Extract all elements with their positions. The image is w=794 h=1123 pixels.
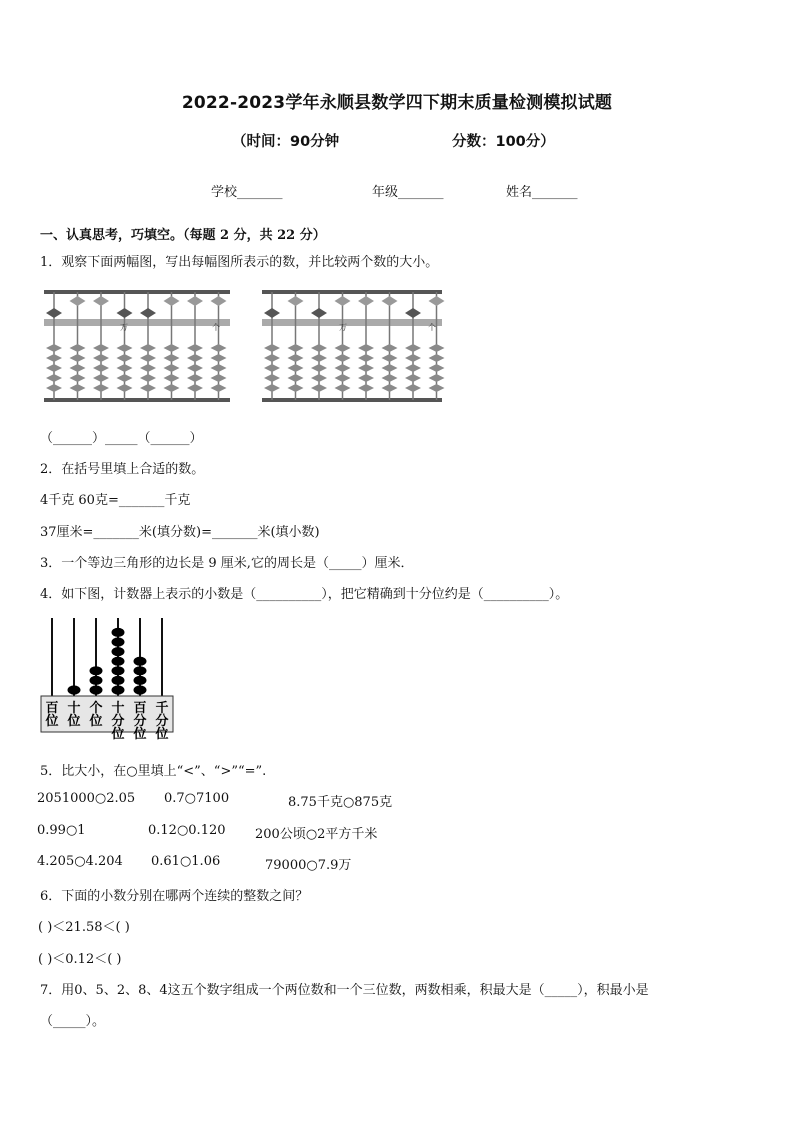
counter-bead (112, 647, 125, 656)
abacus-lower-bead (382, 374, 398, 382)
counter-abacus (40, 616, 180, 746)
abacus-lower-bead (164, 344, 180, 352)
abacus-lower-bead (211, 354, 227, 362)
abacus-lower-bead (164, 374, 180, 382)
abacus-lower-bead (164, 364, 180, 372)
abacus-lower-bead (70, 374, 86, 382)
counter-place-label: 位 (155, 727, 169, 742)
name-field: 姓名_______ (506, 185, 578, 200)
question-2: 2．在括号里填上合适的数。 (40, 462, 205, 477)
question-4[interactable]: 4．如下图，计数器上表示的小数是（__________），把它精确到十分位约是（__________）。 (40, 587, 569, 602)
abacus-picture-left (44, 288, 234, 406)
abacus-lower-bead (405, 384, 421, 392)
abacus-upper-bead (164, 296, 180, 306)
abacus-upper-bead (93, 296, 109, 306)
abacus-lower-bead (211, 374, 227, 382)
question-2-line-2[interactable]: 37厘米=_______米(填分数)=_______米(填小数) (40, 525, 320, 540)
abacus-lower-bead (311, 344, 327, 352)
abacus-lower-bead (335, 364, 351, 372)
abacus-lower-bead (382, 354, 398, 362)
abacus-lower-bead (311, 384, 327, 392)
counter-bead (134, 676, 147, 685)
compare-2-1[interactable]: 0.99○1 (37, 823, 86, 838)
abacus-picture-right (262, 288, 452, 406)
abacus-lower-bead (187, 344, 203, 352)
abacus-lower-bead (311, 374, 327, 382)
abacus-lower-bead (46, 384, 62, 392)
abacus-upper-bead (264, 308, 280, 318)
abacus-lower-bead (358, 364, 374, 372)
question-6-line-2[interactable]: ( )＜0.12＜( ) (38, 952, 122, 967)
abacus-upper-bead (117, 308, 133, 318)
abacus-upper-bead (311, 308, 327, 318)
question-7-continued[interactable]: （_____）。 (40, 1014, 106, 1029)
counter-place-label: 个 (89, 701, 103, 716)
abacus-lower-bead (117, 344, 133, 352)
counter-place-label: 分 (111, 714, 125, 729)
abacus-lower-bead (382, 364, 398, 372)
abacus-lower-bead (288, 374, 304, 382)
abacus-lower-bead (211, 344, 227, 352)
abacus-lower-bead (187, 384, 203, 392)
question-1: 1．观察下面两幅图，写出每幅图所表示的数，并比较两个数的大小。 (40, 255, 439, 270)
counter-bead (112, 637, 125, 646)
counter-bead (90, 685, 103, 694)
abacus-upper-bead (46, 308, 62, 318)
abacus-lower-bead (164, 384, 180, 392)
abacus-lower-bead (335, 374, 351, 382)
abacus-lower-bead (140, 354, 156, 362)
abacus-left-mark-wan: 万 (120, 323, 128, 332)
page-title: 2022-2023学年永顺县数学四下期末质量检测模拟试题 (181, 93, 613, 113)
abacus-lower-bead (429, 374, 445, 382)
question-2-line-1[interactable]: 4千克 60克=_______千克 (40, 493, 191, 508)
abacus-lower-bead (211, 384, 227, 392)
question-6-line-1[interactable]: ( )＜21.58＜( ) (38, 920, 130, 935)
counter-place-label: 位 (133, 727, 147, 742)
abacus-lower-bead (405, 354, 421, 362)
abacus-upper-bead (187, 296, 203, 306)
counter-bead (134, 685, 147, 694)
school-field: 学校_______ (211, 185, 283, 200)
abacus-lower-bead (117, 374, 133, 382)
counter-place-label: 百 (133, 701, 147, 716)
abacus-lower-bead (429, 364, 445, 372)
abacus-upper-bead (140, 308, 156, 318)
abacus-lower-bead (382, 344, 398, 352)
abacus-lower-bead (358, 374, 374, 382)
counter-bead (112, 666, 125, 675)
abacus-lower-bead (46, 374, 62, 382)
question-3[interactable]: 3．一个等边三角形的边长是 9 厘米,它的周长是（_____）厘米． (40, 556, 414, 571)
abacus-lower-bead (311, 364, 327, 372)
abacus-lower-bead (140, 374, 156, 382)
compare-1-3[interactable]: 8.75千克○875克 (288, 795, 393, 810)
abacus-lower-bead (70, 354, 86, 362)
counter-bead (112, 628, 125, 637)
compare-3-3[interactable]: 79000○7.9万 (265, 858, 352, 873)
abacus-lower-bead (264, 364, 280, 372)
counter-place-label: 位 (45, 714, 59, 729)
abacus-lower-bead (288, 354, 304, 362)
counter-place-label: 位 (111, 727, 125, 742)
counter-place-label: 百 (45, 701, 59, 716)
counter-place-label: 位 (89, 714, 103, 729)
compare-3-2[interactable]: 0.61○1.06 (151, 854, 221, 869)
abacus-lower-bead (93, 364, 109, 372)
abacus-lower-bead (140, 364, 156, 372)
abacus-lower-bead (335, 344, 351, 352)
section-heading: 一、认真思考，巧填空。（每题 2 分，共 22 分） (40, 228, 326, 243)
abacus-lower-bead (405, 374, 421, 382)
abacus-lower-bead (93, 354, 109, 362)
abacus-upper-bead (335, 296, 351, 306)
abacus-lower-bead (70, 344, 86, 352)
abacus-lower-bead (429, 354, 445, 362)
counter-bead (112, 685, 125, 694)
counter-bead (90, 666, 103, 675)
abacus-lower-bead (358, 354, 374, 362)
abacus-lower-bead (405, 344, 421, 352)
abacus-lower-bead (335, 384, 351, 392)
abacus-upper-bead (429, 296, 445, 306)
counter-bead (134, 657, 147, 666)
counter-bead (68, 685, 81, 694)
counter-place-label: 十 (111, 701, 125, 716)
counter-bead (134, 666, 147, 675)
abacus-upper-bead (211, 296, 227, 306)
counter-place-label: 位 (67, 714, 81, 729)
abacus-lower-bead (140, 344, 156, 352)
abacus-lower-bead (288, 364, 304, 372)
abacus-right-mark-wan: 万 (339, 323, 347, 332)
abacus-lower-bead (358, 344, 374, 352)
abacus-lower-bead (93, 374, 109, 382)
abacus-lower-bead (117, 384, 133, 392)
compare-1-2[interactable]: 0.7○7100 (164, 791, 230, 806)
abacus-upper-bead (288, 296, 304, 306)
abacus-lower-bead (187, 354, 203, 362)
abacus-upper-bead (382, 296, 398, 306)
abacus-lower-bead (187, 374, 203, 382)
exam-time: （时间：90分钟 (232, 134, 340, 150)
abacus-lower-bead (70, 384, 86, 392)
grade-field: 年级_______ (372, 185, 444, 200)
abacus-right-mark-ge: 个 (428, 323, 436, 332)
abacus-lower-bead (164, 354, 180, 362)
abacus-lower-bead (117, 364, 133, 372)
abacus-lower-bead (70, 364, 86, 372)
abacus-left-mark-ge: 个 (212, 323, 220, 332)
counter-place-label: 分 (155, 714, 169, 729)
counter-place-label: 分 (133, 714, 147, 729)
abacus-lower-bead (264, 384, 280, 392)
abacus-lower-bead (46, 344, 62, 352)
abacus-lower-bead (46, 364, 62, 372)
abacus-lower-bead (382, 384, 398, 392)
abacus-lower-bead (311, 354, 327, 362)
counter-place-label: 千 (155, 701, 169, 716)
question-6: 6．下面的小数分别在哪两个连续的整数之间？ (40, 889, 309, 904)
counter-place-label: 十 (67, 701, 81, 716)
counter-bead (112, 676, 125, 685)
abacus-lower-bead (429, 384, 445, 392)
question-5: 5．比大小，在○里填上“<”、“>”“=”. (40, 764, 267, 779)
abacus-lower-bead (264, 344, 280, 352)
abacus-lower-bead (264, 374, 280, 382)
compare-2-3[interactable]: 200公顷○2平方千米 (255, 827, 378, 842)
abacus-lower-bead (288, 384, 304, 392)
abacus-lower-bead (117, 354, 133, 362)
abacus-lower-bead (93, 344, 109, 352)
abacus-lower-bead (429, 344, 445, 352)
abacus-lower-bead (46, 354, 62, 362)
abacus-lower-bead (358, 384, 374, 392)
abacus-lower-bead (140, 384, 156, 392)
abacus-lower-bead (211, 364, 227, 372)
abacus-upper-bead (405, 308, 421, 318)
compare-1-1[interactable]: 2051000○2.05 (37, 791, 136, 806)
question-7[interactable]: 7．用0、5、2、8、4这五个数字组成一个两位数和一个三位数，两数相乘，积最大是（_____），积最小是 (40, 983, 649, 998)
abacus-lower-bead (187, 364, 203, 372)
abacus-lower-bead (335, 354, 351, 362)
abacus-lower-bead (288, 344, 304, 352)
abacus-lower-bead (93, 384, 109, 392)
abacus-upper-bead (70, 296, 86, 306)
counter-bead (112, 657, 125, 666)
compare-2-2[interactable]: 0.12○0.120 (148, 823, 226, 838)
compare-3-1[interactable]: 4.205○4.204 (37, 854, 123, 869)
abacus-lower-bead (405, 364, 421, 372)
question-1-blanks[interactable]: （______）_____（______） (40, 431, 203, 446)
counter-bead (90, 676, 103, 685)
abacus-lower-bead (264, 354, 280, 362)
exam-score: 分数：100分） (452, 134, 555, 150)
abacus-upper-bead (358, 296, 374, 306)
